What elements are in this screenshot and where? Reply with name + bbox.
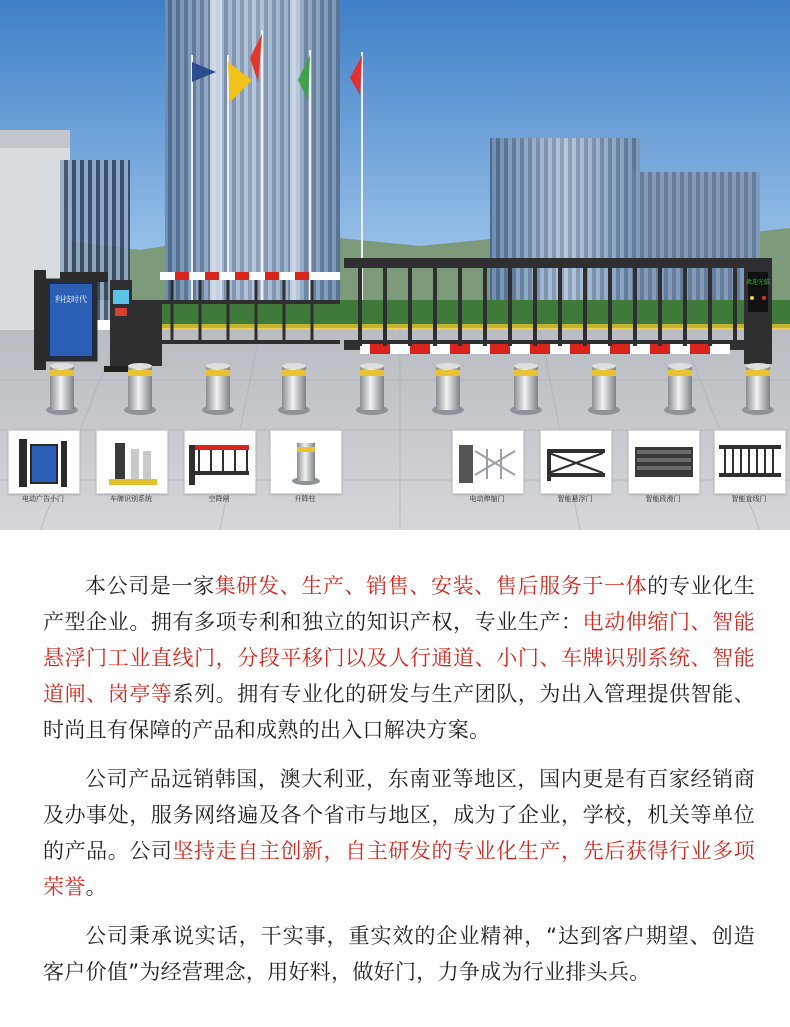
product-caption: 电动广告小门 xyxy=(22,495,64,503)
product-thumb-suspension-gate xyxy=(540,430,612,494)
product-thumb-bollard xyxy=(270,430,342,494)
product-caption: 智能悬浮门 xyxy=(557,495,593,503)
product-caption: 空降闸 xyxy=(208,495,230,503)
company-intro xyxy=(43,568,755,1003)
product-thumb-straight-gate xyxy=(714,430,786,494)
bollard xyxy=(278,363,310,415)
product-caption: 智能直线门 xyxy=(731,495,767,503)
product-thumb-segment-slide-gate xyxy=(628,430,700,494)
welcome-sign-post xyxy=(744,258,772,364)
product-caption: 车牌识别系统 xyxy=(110,495,152,503)
ad-pedestrian-gate xyxy=(34,270,108,370)
intro-text: 的专业化生产型企业。拥有多项专利和独立的知识产权，专业生产： xyxy=(43,574,756,634)
intro-highlight: 集研发、生产、销售、安装、售后服务于一体 xyxy=(214,574,648,598)
intro-text: 。 xyxy=(85,875,107,899)
product-caption: 智能段滑门 xyxy=(645,495,681,503)
bollard xyxy=(124,363,156,415)
product-thumb-retractable-gate xyxy=(452,430,524,494)
intro-paragraph xyxy=(43,568,755,748)
bollard xyxy=(664,363,696,415)
bollard xyxy=(356,363,388,415)
product-thumb-fence-barrier xyxy=(184,430,256,494)
intro-highlight: 电动伸缩门、智能悬浮门工业直线门，分段平移门以及人行通道、小门、车牌识别系统、智能道闸、岗亭等 xyxy=(43,610,755,706)
intro-text: 公司秉承说实话，干实事，重实效的企业精神，“达到客户期望、创造客户价值”为经营理念，用好料，做好门，力争成为行业排头兵。 xyxy=(43,924,755,984)
welcome-sign-text: 欢迎光临 xyxy=(745,279,771,286)
intro-text: 本公司是一家 xyxy=(85,574,215,598)
intro-text: 系列。拥有专业化的研发与生产团队，为出入管理提供智能、时尚且有保障的产品和成熟的出入口解决方案。 xyxy=(43,682,755,742)
ad-panel-text: 科技时代 xyxy=(55,295,87,304)
product-thumbnails xyxy=(0,430,790,510)
bollard xyxy=(46,363,78,415)
product-caption: 电动伸缩门 xyxy=(469,495,505,503)
bollard xyxy=(742,363,774,415)
bollard xyxy=(510,363,542,415)
intro-highlight: 坚持走自主创新，自主研发的专业化生产，先后获得行业多项荣誉 xyxy=(43,839,755,899)
intro-paragraph xyxy=(43,918,755,990)
product-caption: 升降柱 xyxy=(294,495,316,503)
intro-paragraph xyxy=(43,761,755,905)
bollard xyxy=(202,363,234,415)
product-thumb-plate-recognition xyxy=(96,430,168,494)
product-thumb-ad-gate xyxy=(8,430,80,494)
bollard xyxy=(432,363,464,415)
intro-text: 公司产品远销韩国，澳大利亚，东南亚等地区，国内更是有百家经销商及办事处，服务网络遍及各个省市与地区，成为了企业，学校，机关等单位的产品。公司 xyxy=(43,767,755,863)
bollard xyxy=(588,363,620,415)
